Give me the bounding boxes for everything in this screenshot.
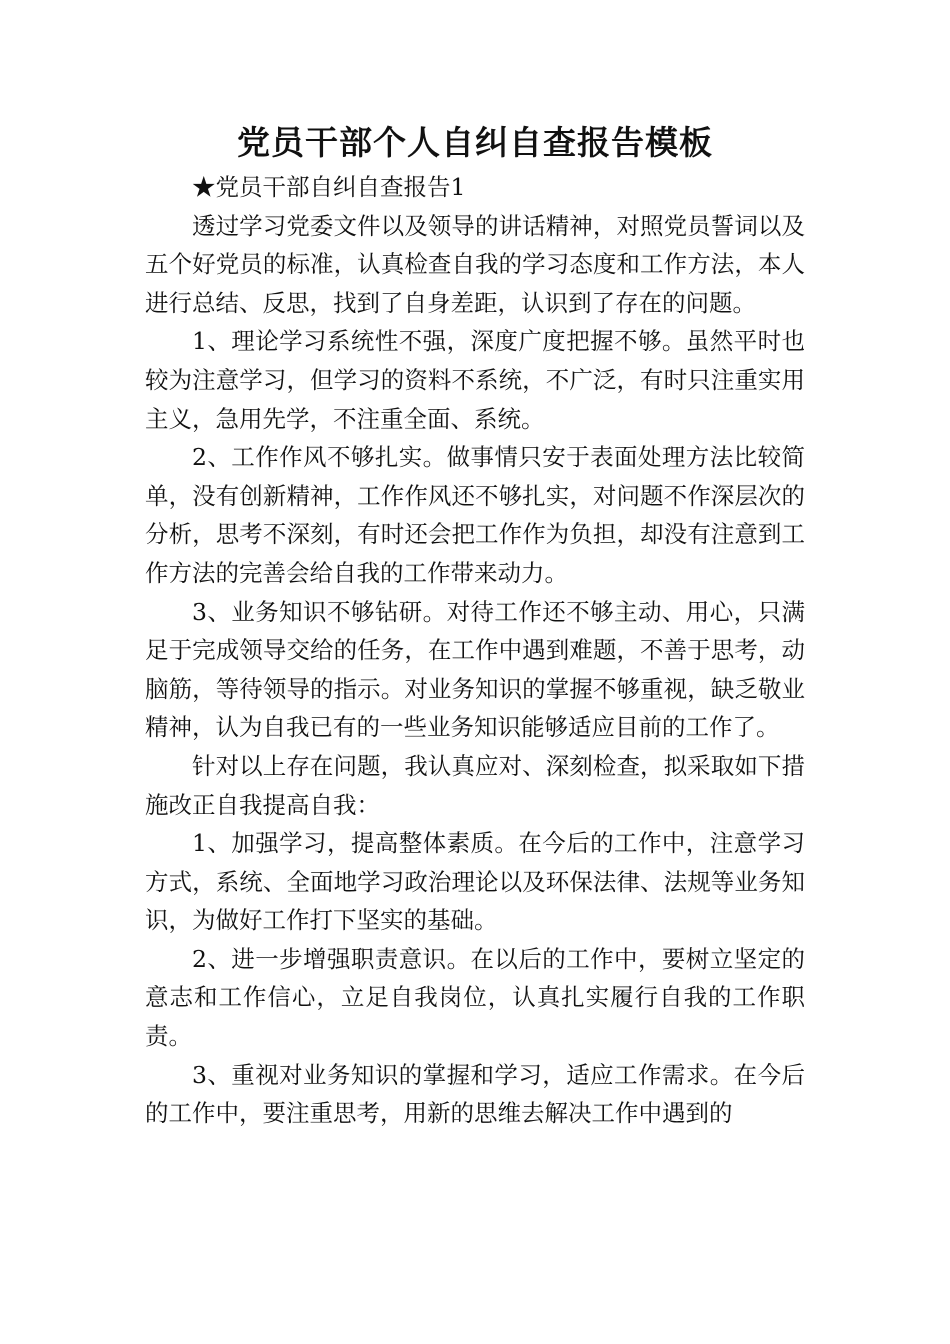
section-heading: ★党员干部自纠自查报告1	[192, 173, 466, 201]
paragraph-intro: 透过学习党委文件以及领导的讲话精神，对照党员誓词以及五个好党员的标准，认真检查自我的学习态度和工作方法，本人进行总结、反思，找到了自身差距，认识到了存在的问题。	[145, 211, 805, 317]
paragraph-issue-1: 1、理论学习系统性不强，深度广度把握不够。虽然平时也较为注意学习，但学习的资料不系统，不广泛，有时只注重实用主义，急用先学，不注重全面、系统。	[145, 327, 805, 433]
paragraph-measures-intro: 针对以上存在问题，我认真应对、深刻检查，拟采取如下措施改正自我提高自我：	[145, 751, 805, 819]
paragraph-issue-2: 2、工作作风不够扎实。做事情只安于表面处理方法比较简单，没有创新精神，工作作风还不够扎实，对问题不作深层次的分析，思考不深刻，有时还会把工作作为负担，却没有注意到工作方法的完善会给自我的工作带来动力。	[145, 443, 805, 587]
document-title: 党员干部个人自纠自查报告模板	[237, 123, 713, 162]
paragraph-issue-3: 3、业务知识不够钻研。对待工作还不够主动、用心，只满足于完成领导交给的任务，在工作中遇到难题，不善于思考，动脑筋，等待领导的指示。对业务知识的掌握不够重视，缺乏敬业精神，认为自我已有的一些业务知识能够适应目前的工作了。	[145, 597, 805, 742]
paragraph-measure-3: 3、重视对业务知识的掌握和学习，适应工作需求。在今后的工作中，要注重思考，用新的思维去解决工作中遇到的	[145, 1060, 805, 1128]
paragraph-measure-1: 1、加强学习，提高整体素质。在今后的工作中，注意学习方式，系统、全面地学习政治理论以及环保法律、法规等业务知识，为做好工作打下坚实的基础。	[145, 829, 805, 935]
document-body	[145, 168, 805, 1133]
paragraph-measure-2: 2、进一步增强职责意识。在以后的工作中，要树立坚定的意志和工作信心，立足自我岗位，认真扎实履行自我的工作职责。	[145, 944, 805, 1051]
